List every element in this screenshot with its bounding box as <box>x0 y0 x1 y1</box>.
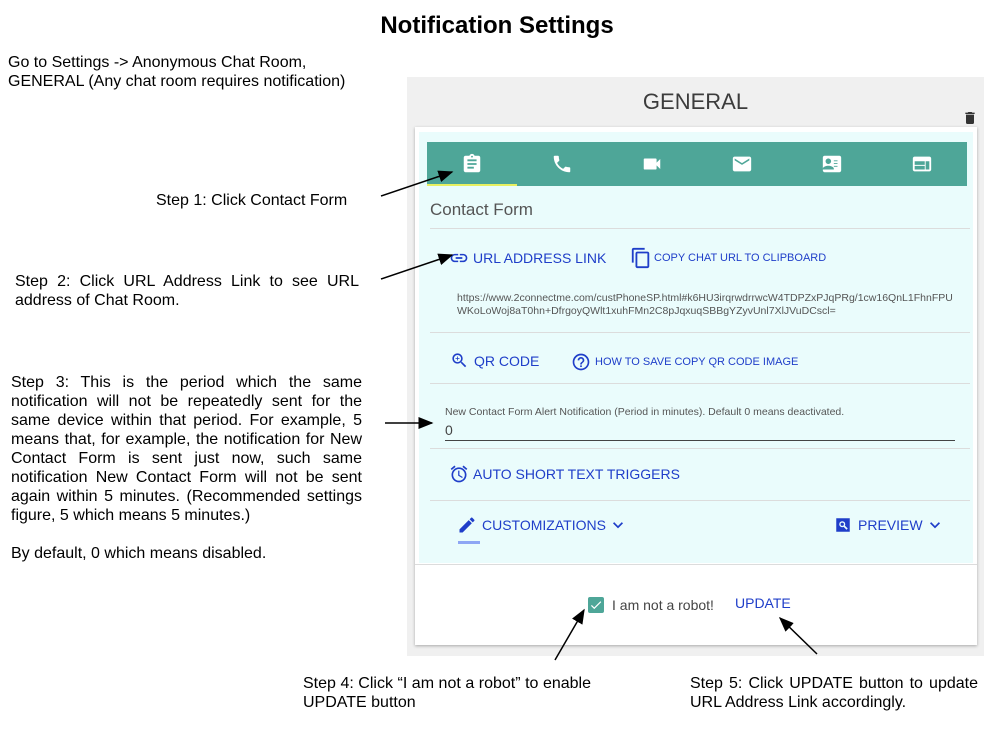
clipboard-icon <box>461 153 483 175</box>
link-icon <box>449 248 469 268</box>
qr-help-button[interactable] <box>571 352 798 372</box>
captcha-label: I am not a robot! <box>612 597 714 613</box>
tab-email[interactable] <box>697 142 787 186</box>
tab-phone[interactable] <box>517 142 607 186</box>
step-2-text: Step 2: Click URL Address Link to see URL address of Chat Room. <box>15 273 359 309</box>
panel-title: GENERAL <box>642 89 749 114</box>
zoom-in-icon <box>450 351 469 370</box>
channel-tab-bar <box>427 142 967 186</box>
web-window-icon <box>911 153 933 175</box>
contact-card-icon <box>821 153 843 175</box>
section-label: Contact Form <box>430 200 533 219</box>
step-3-default-text: By default, 0 which means disabled. <box>11 545 267 562</box>
settings-card <box>415 127 977 645</box>
chevron-down-icon <box>608 515 628 535</box>
settings-panel <box>407 77 984 656</box>
email-icon <box>731 153 753 175</box>
notification-period-input[interactable] <box>445 420 955 441</box>
check-icon <box>589 598 603 612</box>
update-button[interactable]: UPDATE <box>735 595 791 611</box>
page-title: Notification Settings <box>380 12 614 39</box>
chevron-down-icon <box>925 515 945 535</box>
captcha <box>588 597 714 613</box>
divider <box>430 448 970 449</box>
intro-text <box>8 53 345 91</box>
qr-code-label: QR CODE <box>474 352 540 369</box>
intro-line-1: Go to Settings -> Anonymous Chat Room, <box>8 54 307 71</box>
step-3-block <box>11 373 362 563</box>
copy-chat-url-button[interactable] <box>630 247 826 269</box>
pencil-icon <box>457 515 477 535</box>
url-address-link-label: URL ADDRESS LINK <box>473 250 607 266</box>
customizations-label: CUSTOMIZATIONS <box>482 517 606 533</box>
step-4-text: Step 4: Click “I am not a robot” to enable UPDATE button <box>303 675 591 711</box>
phone-icon <box>551 153 573 175</box>
captcha-checkbox[interactable] <box>588 597 604 613</box>
qr-help-label: HOW TO SAVE COPY QR CODE IMAGE <box>595 356 799 368</box>
contact-form-section <box>419 132 973 563</box>
tab-contact-card[interactable] <box>787 142 877 186</box>
preview-dropdown[interactable] <box>834 515 945 535</box>
tab-contact-form[interactable] <box>427 142 517 186</box>
url-address-link-button[interactable] <box>449 248 606 268</box>
auto-short-text-triggers-button[interactable] <box>449 464 680 484</box>
tab-selected-indicator <box>427 184 517 186</box>
help-icon <box>571 352 591 372</box>
divider <box>430 332 970 333</box>
customizations-underline <box>458 541 480 544</box>
divider <box>415 564 977 565</box>
chat-room-url: https://www.2connectme.com/custPhoneSP.html#k6HU3irqrwdrrwcW4TDPZxPJqPRg/1cw16QnL1FhnFPUWKoLoWoj8aT0hn+DfrgoyQWlt1xuhFMn2C8pJqxuqSBBgYZyvUnl7XlJVuDCscl= <box>457 292 953 317</box>
tab-web-window[interactable] <box>877 142 967 186</box>
divider <box>430 383 970 384</box>
tab-video[interactable] <box>607 142 697 186</box>
qr-code-button[interactable] <box>450 351 539 370</box>
customizations-dropdown[interactable] <box>457 515 628 535</box>
preview-label: PREVIEW <box>858 517 923 533</box>
video-camera-icon <box>641 153 663 175</box>
divider <box>430 228 970 229</box>
image-search-icon <box>834 516 852 534</box>
copy-icon <box>630 247 652 269</box>
copy-chat-url-label: COPY CHAT URL TO CLIPBOARD <box>654 252 827 264</box>
notification-period-label: New Contact Form Alert Notification (Period in minutes). Default 0 means deactivated. <box>445 406 845 418</box>
divider <box>430 500 970 501</box>
intro-line-2: GENERAL (Any chat room requires notification) <box>8 73 346 90</box>
alarm-clock-icon <box>449 464 469 484</box>
auto-short-text-triggers-label: AUTO SHORT TEXT TRIGGERS <box>473 466 680 482</box>
step-5-text: Step 5: Click UPDATE button to update URL Address Link accordingly. <box>690 675 978 711</box>
trash-icon[interactable] <box>962 109 978 127</box>
step-1-text: Step 1: Click Contact Form <box>156 192 348 209</box>
step-3-text: Step 3: This is the period which the same notification will not be repeatedly sent for the same device within that period. For example, 5 means that, for example, the notification for New Contact Form is sent just now, such same notification New Contact Form will not be sent again within 5 minutes. (Recommended settings figure, 5 which means 5 minutes.) <box>11 374 362 524</box>
